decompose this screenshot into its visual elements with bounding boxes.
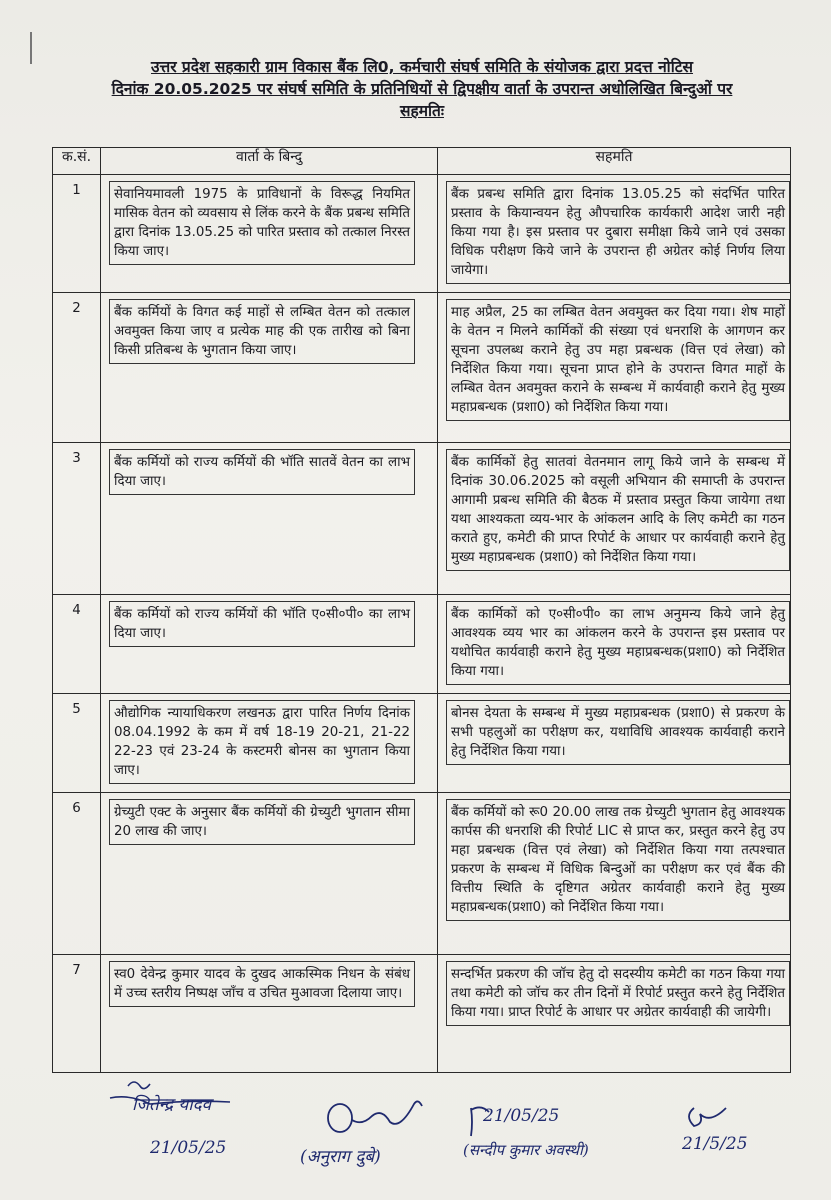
row-point-text: बैंक कर्मियों को राज्य कर्मियों की भॉति सातवें वेतन का लाभ दिया जाए। [109,449,415,495]
table-row [53,694,791,793]
row-agreement [438,293,791,443]
signature-4 [672,1096,752,1154]
signature-3-name: (सन्दीप कुमार अवस्थी) [463,1141,589,1159]
row-point-text: बैंक कर्मियों को राज्य कर्मियों की भॉति ए०सी०पी० का लाभ दिया जाए। [109,601,415,647]
heading-line-3: सहमतिः [400,102,444,120]
row-serial: 6 [53,793,101,955]
row-agreement-text: बैंक कर्मियों को रू0 20.00 लाख तक ग्रेच्युटी भुगतान हेतु आवश्यक कार्पस की धनराशि की रिपोर्ट LIC से प्राप्त कर, प्रस्तुत करने हेतु उप महा प्रबन्धक (वित्त एवं लेखा) को निर्देशित किया गया तत्पश्चात प्रकरण के सम्बन्ध में विधिक बिन्दुओं का परीक्षण कर एवं बैंक की वित्तीय स्थिति के दृष्टिगत अग्रेतर कार्यवाही कराने हेतु मुख्य महाप्रबन्धक(प्रशा0) को निर्देशित किया गया। [446,799,790,921]
header-discussion-points: वार्ता के बिन्दु [101,148,438,175]
table-row [53,443,791,595]
row-serial: 2 [53,293,101,443]
row-agreement [438,175,791,293]
margin-mark [30,32,32,64]
row-agreement-text: बोनस देयता के सम्बन्ध में मुख्य महाप्रबन्धक (प्रशा0) से प्रकरण के सभी पहलुओं का परीक्षण कर, यथाविधि आवश्यक कार्यवाही कराने हेतु निर्देशित किया गया। [446,700,790,765]
row-agreement-text: सन्दर्भित प्रकरण की जॉच हेतु दो सदस्यीय कमेटी का गठन किया गया तथा कमेटी को जॉच कर तीन दिनों में रिपोर्ट प्रस्तुत करने हेतु निर्देशित किया गया। प्राप्त रिपोर्ट के आधार पर अग्रेतर कार्यवाही की जायेगी। [446,961,790,1026]
row-point-text: बैंक कर्मियों के विगत कई माहों से लम्बित वेतन को तत्काल अवमुक्त किया जाए व प्रत्येक माह की एक तारीख को बिना किसी प्रतिबन्ध के भुगतान किया जाए। [109,299,415,364]
row-serial: 4 [53,595,101,694]
row-agreement [438,955,791,1073]
row-point-text: सेवानियमावली 1975 के प्राविधानों के विरूद्ध नियमित मासिक वेतन को व्यवसाय से लिंक करने के बैंक प्रबन्ध समिति द्वारा दिनांक 13.05.25 को पारित प्रस्ताव को तत्काल निरस्त किया जाए। [109,181,415,265]
header-agreement: सहमति [438,148,791,175]
table-row [53,793,791,955]
signature-1-date: 21/05/25 [150,1138,227,1158]
document-heading [52,56,792,122]
heading-line-1: उत्तर प्रदेश सहकारी ग्राम विकास बैंक लि0, कर्मचारी संघर्ष समिति के संयोजक द्वारा प्रदत्त नोटिस [150,58,694,76]
table-row [53,955,791,1073]
signature-1 [100,1078,270,1158]
signature-1-name: जितेन्द्र यादव [132,1095,212,1115]
row-agreement-text: बैंक कार्मिकों को ए०सी०पी० का लाभ अनुमन्य किये जाने हेतु आवश्यक व्यय भार का आंकलन करने के उपरान्त इस प्रस्ताव पर यथोचित कार्यवाही कराने हेतु मुख्य महाप्रबन्धक(प्रशा0) को निर्देशित किया गया। [446,601,790,685]
row-point-text: औद्योगिक न्यायाधिकरण लखनऊ द्वारा पारित निर्णय दिनांक 08.04.1992 के कम में वर्ष 18-19 20-21, 21-22 22-23 एवं 23-24 के कस्टमरी बोनस का भुगतान किया जाए। [109,700,415,784]
row-point [101,955,438,1073]
row-agreement [438,595,791,694]
table-row [53,175,791,293]
row-point [101,793,438,955]
table-header-row [53,148,791,175]
heading-line-2: दिनांक 20.05.2025 पर संघर्ष समिति के प्रतिनिधियों से द्विपक्षीय वार्ता के उपरान्त अधोलिखित बिन्दुओं पर [111,80,733,98]
signature-4-strokes [672,1096,752,1136]
signature-2-strokes [300,1100,440,1140]
table-row [53,595,791,694]
row-point [101,694,438,793]
agreement-table [52,147,791,1073]
row-serial: 5 [53,694,101,793]
row-point [101,595,438,694]
signature-3 [463,1100,589,1159]
row-serial: 3 [53,443,101,595]
row-agreement-text: माह अप्रैल, 25 का लम्बित वेतन अवमुक्त कर दिया गया। शेष माहों के वेतन न मिलने कार्मिकों की संख्या एवं धनराशि के आगणन कर सूचना उपलब्ध कराने हेतु उप महा प्रबन्धक (वित्त एवं लेखा) को निर्देशित किया गया। सूचना प्राप्त होने के उपरान्त विगत माहों के लम्बित वेतन अवमुक्त कराने के सम्बन्ध में कार्यवाही कराने हेतु मुख्य महाप्रबन्धक (प्रशा0) को निर्देशित किया गया। [446,299,790,421]
row-point-text: ग्रेच्युटी एक्ट के अनुसार बैंक कर्मियों की ग्रेच्युटी भुगतान सीमा 20 लाख की जाए। [109,799,415,845]
table-row [53,293,791,443]
row-agreement [438,694,791,793]
row-point-text: स्व0 देवेन्द्र कुमार यादव के दुखद आकस्मिक निधन के संबंध में उच्च स्तरीय निष्पक्ष जाँच व उचित मुआवजा दिलाया जाए। [109,961,415,1007]
row-agreement-text: बैंक कार्मिकों हेतु सातवां वेतनमान लागू किये जाने के सम्बन्ध में दिनांक 30.06.2025 को वसूली अभियान की समाप्ती के उपरान्त आगामी प्रबन्ध समिति की बैठक में प्रस्ताव प्रस्तुत किया जायेगा तथा यथा आश्यकता व्यय-भार के आंकलन आदि के लिए कमेटी का गठन कराते हुए, कमेटी की प्राप्त रिपोर्ट के आधार पर कार्यवाही कराने हेतु मुख्य महाप्रबन्धक (प्रशा0) को निर्देशित किया गया। [446,449,790,571]
header-serial: क.सं. [53,148,101,175]
row-agreement-text: बैंक प्रबन्ध समिति द्वारा दिनांक 13.05.25 को संदर्भित पारित प्रस्ताव के कियान्वयन हेतु औपचारिक कार्यकारी आदेश जारी नही किया गया है। इस प्रस्ताव पर दुबारा समीक्षा किये जाने एवं उसका विधिक परीक्षण किये जाने के उपरान्त ही अग्रेतर कोई निर्णय लिया जायेगा। [446,181,790,284]
signature-2-name: (अनुराग दुबे) [300,1147,381,1167]
signature-2 [300,1100,440,1167]
signature-4-date: 21/5/25 [682,1134,748,1154]
row-point [101,175,438,293]
row-point [101,293,438,443]
row-agreement [438,793,791,955]
row-serial: 1 [53,175,101,293]
row-agreement [438,443,791,595]
row-serial: 7 [53,955,101,1073]
signature-3-date: 21/05/25 [483,1106,560,1126]
row-point [101,443,438,595]
